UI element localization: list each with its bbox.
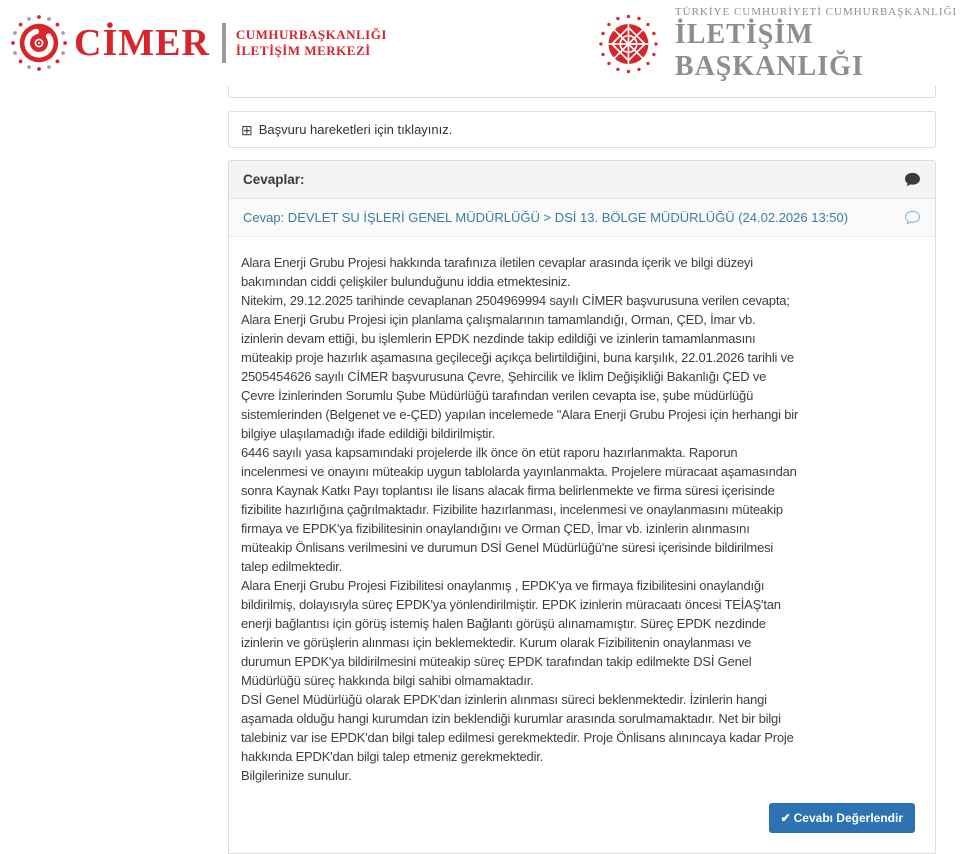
evaluate-answer-button[interactable] [769, 803, 915, 833]
answer-text [241, 253, 801, 785]
answer-header-text: Cevap: DEVLET SU İŞLERİ GENEL MÜDÜRLÜĞÜ > DSİ 13. BÖLGE MÜDÜRLÜĞÜ (24.02.2026 13:50) [243, 210, 849, 225]
iletisim-line2: İLETİŞİM BAŞKANLIĞI [674, 18, 864, 82]
answer-body [229, 237, 935, 795]
answer-paragraph: 6446 sayılı yasa kapsamındaki projelerde ilk önce ön etüt raporu hazırlanmakta. Raporun incelenmesi ve onayını müteakip uygun tablolarda yayınlanmakta. Projelere müracaat aşamasından sonra Kaynak Katkı Payı toplantısı ile lisans alacak firma belirlenmekte ve firma süresi içerisinde fizibilite hazırlığına çağrılmaktadır. Fizibilite hazırlanması, incelenmesi ve onaylanmasını müteakip firmaya ve EPDK'ya fizibilitesinin onaylandığını ve Orman ÇED, İmar vb. izinlerin alınmasını müteakip Önlisans verilmesini ve durumun DSİ Genel Müdürlüğü'ne süresi içerisinde bildirilmesi talep edilmektedir. [241, 445, 797, 574]
evaluate-answer-label: Cevabı Değerlendir [793, 811, 903, 825]
check-icon: ✔ [780, 811, 791, 825]
cimer-subtitle [236, 27, 387, 59]
cimer-logo-icon [8, 12, 70, 74]
iletisim-baskanligi-text [675, 6, 964, 83]
answer-paragraph: Nitekim, 29.12.2025 tarihinde cevaplanan 2504969994 sayılı CİMER başvurusuna verilen cevapta; Alara Enerji Grubu Projesi için planlama çalışmalarının tamamlandığı, Orman, ÇED, İmar vb. izinlerin devam ettiği, bu işlemlerin EPDK nezdinde takip edildiği ve izinlerin tamamlanmasını müteakip proje hazırlık aşamasına geçileceği açıkça belirtildiğini, buna karşılık, 22.01.2026 tarihli ve 2505454626 sayılı CİMER başvurusuna Çevre, Şehircilik ve İklim Değişikliği Bakanlığı ÇED ve Çevre İzinlerinden Sorumlu Şube Müdürlüğü tarafından verilen cevapta ise, şube müdürlüğü sistemlerinden (Belgenet ve e-ÇED) yapılan incelemede "Alara Enerji Grubu Projesi için herhangi bir bilgiye ulaşılamadığı ifade edildiği bildirilmiştir. [241, 293, 799, 441]
answer-header-row[interactable] [229, 199, 935, 237]
site-header [0, 0, 964, 88]
application-actions-toggle[interactable] [228, 111, 936, 148]
cimer-brand[interactable] [8, 12, 387, 74]
cimer-subtitle-line1: CUMHURBAŞKANLIĞI [235, 27, 387, 42]
previous-panel-bottom-edge [228, 86, 936, 98]
brand-divider [222, 23, 226, 63]
answers-panel [228, 160, 936, 854]
iletisim-line1: TÜRKİYE CUMHURİYETİ CUMHURBAŞKANLIĞI [674, 5, 958, 18]
speech-bubble-outline-icon [904, 210, 921, 225]
cimer-wordmark: CİMER [74, 22, 210, 64]
answer-paragraph: Alara Enerji Grubu Projesi hakkında tarafınıza iletilen cevaplar arasında içerik ve bilgi düzeyi bakımından ciddi çelişkiler bulunduğunu iddia etmektesiniz. [241, 255, 753, 289]
iletisim-baskanligi-brand [594, 2, 964, 86]
answer-button-row [229, 795, 935, 853]
cimer-subtitle-line2: İLETİŞİM MERKEZİ [235, 43, 371, 58]
answer-paragraph: DSİ Genel Müdürlüğü olarak EPDK'dan izinlerin alınması süreci beklenmektedir. İzinlerin hangi aşamada olduğu hangi kurumdan izin beklendiği kurumlar arasında sorulmamaktadır. Net bir bilgi talebiniz var ise EPDK'dan bilgi talep edilmesi gerekmektedir. Proje Önlisans alınıncaya kadar Proje hakkında EPDK'dan bilgi talep etmeniz gerekmektedir. [241, 692, 794, 764]
answers-heading [229, 161, 935, 199]
answer-paragraph: Alara Enerji Grubu Projesi Fizibilitesi onaylanmış , EPDK'ya ve firmaya fizibilitesini onaylandığı bildirilmiş, dolayısıyla süreç EPDK'ya yönlendirilmiştir. EPDK izinlerin müracaatı öncesi TEİAŞ'tan enerji bağlantısı için görüş istemiş halen Bağlantı görüşü alınamamıştır. Süreç EPDK nezdinde izinlerin ve görüşlerin alınması için beklemektedir. Kurum olarak Fizibilitenin onaylanması ve durumun EPDK'ya bildirilmesini müteakip süreç EPDK tarafından takip edilmekte DSİ Genel Müdürlüğü süreç hakkında bilgi sahibi olmamaktadır. [241, 578, 781, 688]
main-content [228, 86, 936, 854]
answer-paragraph: Bilgilerinize sunulur. [241, 768, 352, 783]
plus-square-icon: ⊞ [241, 121, 253, 138]
speech-bubble-filled-icon [904, 172, 921, 187]
answers-title: Cevaplar: [243, 172, 305, 187]
application-actions-label: Başvuru hareketleri için tıklayınız. [258, 122, 453, 137]
iletisim-baskanligi-emblem-icon [594, 2, 663, 86]
